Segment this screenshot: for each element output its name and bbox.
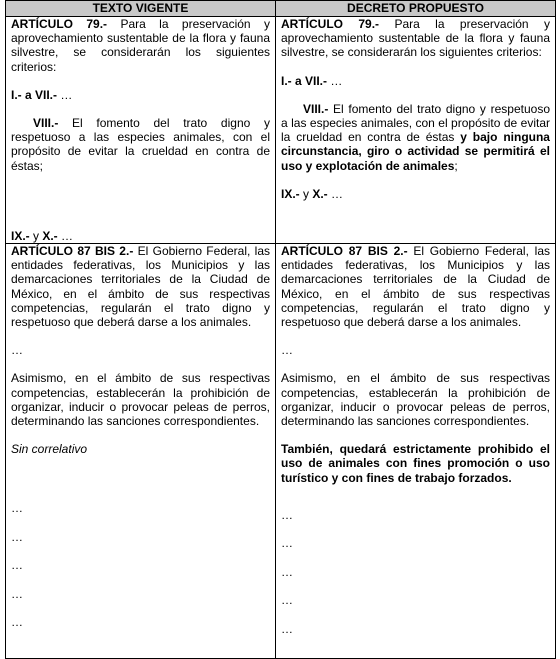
art87-ellipsis: … xyxy=(11,343,23,358)
art87-text-prop: El Gobierno Federal, las entidades federativas, los Municipios y las demarcaciones territoriales de la Ciudad de México, en el ámbito de sus respectivas competencias, regularán el trato digno y respetuoso que deberá darse a los animales. xyxy=(281,244,551,330)
tail-ellipsis-list xyxy=(11,494,270,637)
comparison-table xyxy=(5,0,556,659)
fraccion-viii xyxy=(11,116,270,173)
tambien-text: También, quedará estrictamente prohibido el uso de animales con fines promoción o uso turístico y con fines de trabajo forzados. xyxy=(281,442,550,485)
viii-text: El fomento del trato digno y respetuoso a las especies animales, con el propósito de evitar la crueldad en contra de éstas; xyxy=(11,116,270,173)
art87-label-prop: ARTÍCULO 87 BIS 2.- xyxy=(281,244,408,259)
art87-text: El Gobierno Federal, las entidades federativas, los Municipios y las demarcaciones territoriales de la Ciudad de México, en el ámbito de sus respectivas competencias, regularán el trato digno y respetuoso que deberá darse a los animales. xyxy=(11,244,270,330)
ix-mid-prop: y xyxy=(299,186,313,201)
range-i-vii-prop xyxy=(281,74,550,88)
tail-ellipsis-prop-5: … xyxy=(281,621,293,636)
range-label: I.- a VII.- xyxy=(11,87,58,102)
tail-ellipsis-prop-1: … xyxy=(281,507,293,522)
tail-ellipsis-prop-4: … xyxy=(281,593,293,608)
viii-label: VIII.- xyxy=(33,116,59,131)
art87-ellipsis-prop: … xyxy=(281,343,293,358)
x-label-prop: X.- xyxy=(312,186,328,201)
tail-ellipsis-list-prop xyxy=(281,501,550,644)
art79-intro-prop xyxy=(281,17,550,60)
art87-intro-prop xyxy=(281,244,550,329)
tail-ellipsis-4: … xyxy=(11,586,23,601)
fraccion-viii-prop xyxy=(281,102,550,173)
ix-mid: y xyxy=(29,228,43,243)
art79-text: Para la preservación y aprovechamiento sustentable de la flora y fauna silvestre, se considerarán los siguientes criterios: xyxy=(11,17,270,74)
art87-asimismo: Asimismo, en el ámbito de sus respectivas competencias, establecerán la prohibición de organizar, inducir o provocar peleas de perros, determinando las sanciones correspondientes. xyxy=(11,371,270,429)
viii-label-prop: VIII.- xyxy=(303,101,329,116)
viii-bold-prop: y bajo ninguna circunstancia, giro o actividad se permitirá el uso y explotación de animales xyxy=(281,130,550,173)
header-texto-vigente: TEXTO VIGENTE xyxy=(6,1,276,17)
art87-label: ARTÍCULO 87 BIS 2.- xyxy=(11,244,134,259)
art87-intro xyxy=(11,244,270,329)
art79-label: ARTÍCULO 79.- xyxy=(11,17,108,31)
cell-vigente-art79 xyxy=(6,17,276,244)
tail-ellipsis-5: … xyxy=(11,615,23,630)
tail-ellipsis-prop-2: … xyxy=(281,536,293,551)
sin-correlativo xyxy=(11,442,270,456)
fraccion-ix-x xyxy=(11,229,270,243)
cell-vigente-art87 xyxy=(6,244,276,659)
x-label: X.- xyxy=(42,228,58,243)
ix-rest-prop: … xyxy=(327,186,344,201)
range-i-vii xyxy=(11,88,270,102)
viii-end-prop: ; xyxy=(454,158,458,173)
cell-propuesto-art87 xyxy=(276,244,556,659)
tail-ellipsis-3: … xyxy=(11,558,23,573)
tail-ellipsis-1: … xyxy=(11,501,23,516)
table-row-articulo-87bis2 xyxy=(6,244,556,659)
art87-asimismo-prop: Asimismo, en el ámbito de sus respectivas competencias, establecerán la prohibición de organizar, inducir o provocar peleas de perros, determinando las sanciones correspondientes. xyxy=(281,371,550,429)
tail-ellipsis-prop-3: … xyxy=(281,564,293,579)
ix-label-prop: IX.- xyxy=(281,186,300,201)
fraccion-ix-x-prop xyxy=(281,187,550,201)
art79-label-prop: ARTÍCULO 79.- xyxy=(281,17,380,31)
ix-label: IX.- xyxy=(11,228,30,243)
tambien-paragraph xyxy=(281,442,550,485)
tail-ellipsis-2: … xyxy=(11,529,23,544)
cell-propuesto-art79 xyxy=(276,17,556,244)
viii-text-prop: El fomento del trato digno y respetuoso a las especies animales, con el propósito de evitar la crueldad en contra de éstas xyxy=(281,101,550,145)
art79-text-prop: Para la preservación y aprovechamiento sustentable de la flora y fauna silvestre, se considerarán los siguientes criterios: xyxy=(281,17,550,60)
header-decreto-propuesto: DECRETO PROPUESTO xyxy=(276,1,556,17)
comparison-table-container xyxy=(5,0,555,652)
table-header-row xyxy=(6,1,556,17)
art79-intro xyxy=(11,17,270,74)
range-rest-prop: … xyxy=(327,73,343,88)
range-label-prop: I.- a VII.- xyxy=(281,73,328,88)
table-row-articulo-79 xyxy=(6,17,556,244)
ix-rest: … xyxy=(57,228,74,243)
sin-correlativo-text: Sin correlativo xyxy=(11,442,88,457)
range-rest: … xyxy=(57,87,73,102)
